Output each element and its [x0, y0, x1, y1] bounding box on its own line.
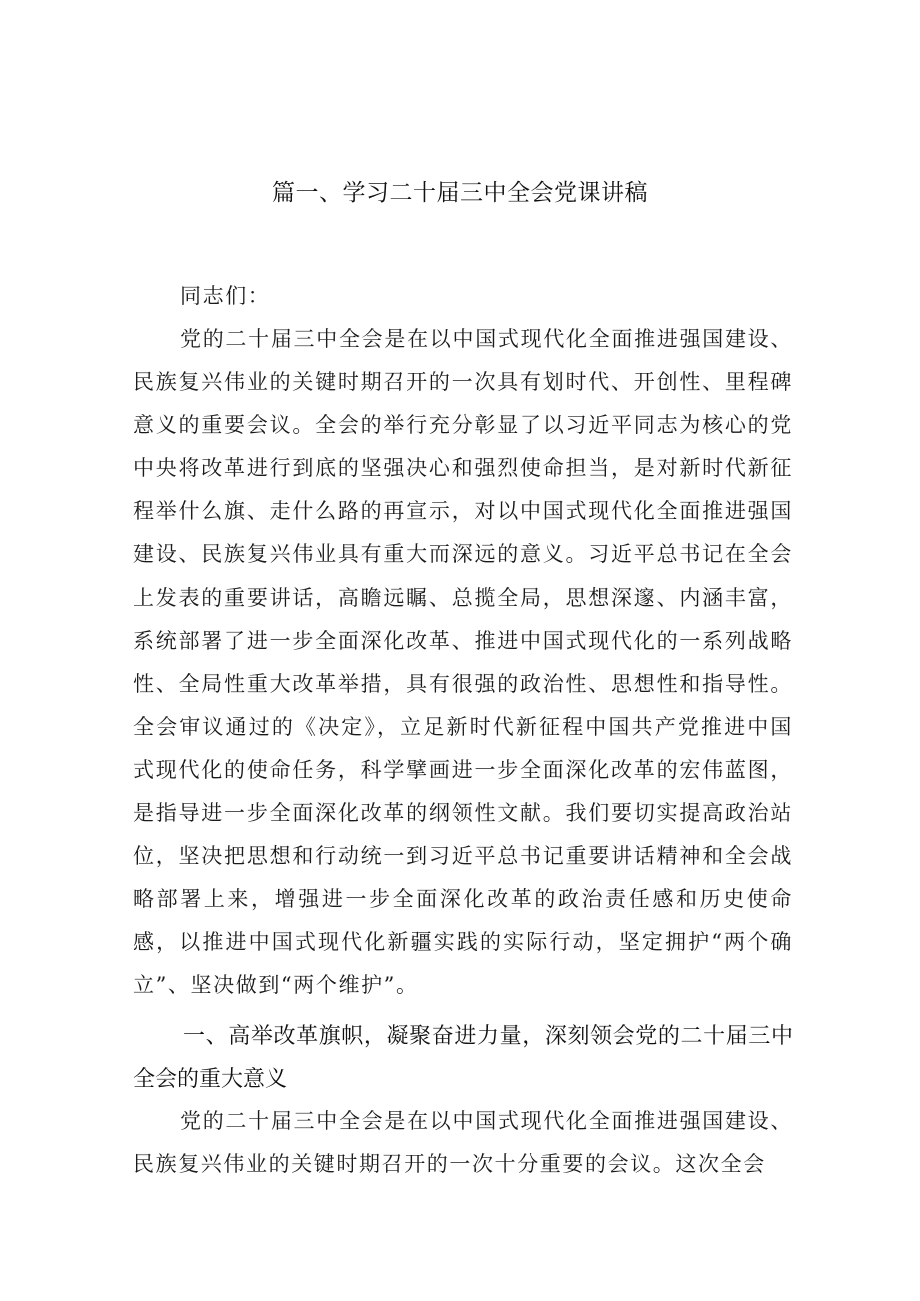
section-heading-1: 一、高举改革旗帜，凝聚奋进力量，深刻领会党的二十届三中全会的重大意义: [133, 1024, 793, 1092]
salutation: 同志们：: [180, 284, 271, 308]
body-paragraph-2: 党的二十届三中全会是在以中国式现代化全面推进强国建设、民族复兴伟业的关键时期召开的一次十分重要的会议。这次全会: [133, 1109, 793, 1177]
document-title: 篇一、学习二十届三中全会党课讲稿: [272, 180, 648, 206]
body-paragraph-1: 党的二十届三中全会是在以中国式现代化全面推进强国建设、民族复兴伟业的关键时期召开的一次具有划时代、开创性、里程碑意义的重要会议。全会的举行充分彰显了以习近平同志为核心的党中央将改革进行到底的坚强决心和强烈使命担当，是对新时代新征程举什么旗、走什么路的再宣示，对以中国式现代化全面推进强国建设、民族复兴伟业具有重大而深远的意义。习近平总书记在全会上发表的重要讲话，高瞻远瞩、总揽全局，思想深邃、内涵丰富，系统部署了进一步全面深化改革、推进中国式现代化的一系列战略性、全局性重大改革举措，具有很强的政治性、思想性和指导性。全会审议通过的《决定》，立足新时代新征程中国共产党推进中国式现代化的使命任务，科学擘画进一步全面深化改革的宏伟蓝图，是指导进一步全面深化改革的纲领性文献。我们要切实提高政治站位，坚决把思想和行动统一到习近平总书记重要讲话精神和全会战略部署上来，增强进一步全面深化改革的政治责任感和历史使命感，以推进中国式现代化新疆实践的实际行动，坚定拥护“两个确立”、坚决做到“两个维护”。: [133, 327, 793, 998]
